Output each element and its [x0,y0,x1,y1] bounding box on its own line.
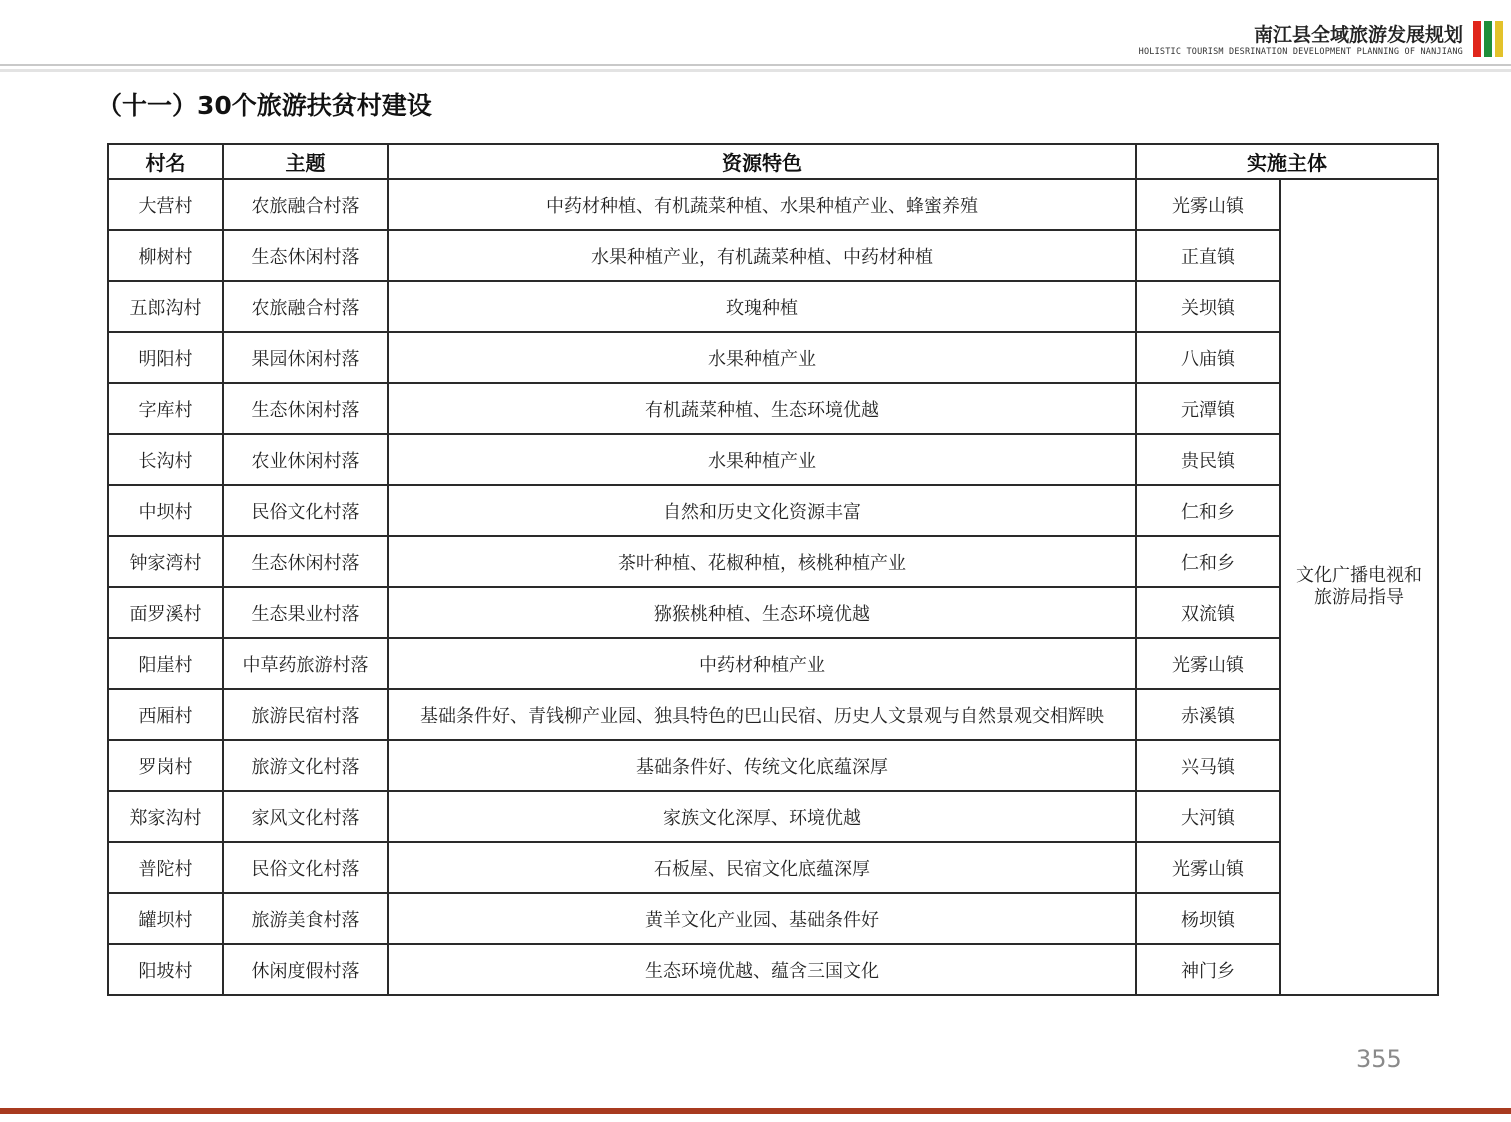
cell-village: 罗岗村 [108,740,223,791]
cell-village: 钟家湾村 [108,536,223,587]
cell-town: 双流镇 [1136,587,1280,638]
table-body [108,179,1438,995]
logo-bar-yellow [1495,21,1503,57]
cell-town: 关坝镇 [1136,281,1280,332]
cell-theme: 旅游美食村落 [223,893,388,944]
logo-bar-green [1484,21,1492,57]
cell-theme: 生态休闲村落 [223,230,388,281]
table-row [108,587,1438,638]
cell-resource: 猕猴桃种植、生态环境优越 [388,587,1136,638]
table-row [108,536,1438,587]
cell-village: 长沟村 [108,434,223,485]
cell-village: 面罗溪村 [108,587,223,638]
column-header-implementer: 实施主体 [1136,144,1438,179]
header-subtitle: HOLISTIC TOURISM DESRINATION DEVELOPMENT PLANNING OF NANJIANG [1138,47,1463,57]
column-header-theme: 主题 [223,144,388,179]
poverty-village-table [107,143,1439,996]
cell-theme: 中草药旅游村落 [223,638,388,689]
cell-town: 大河镇 [1136,791,1280,842]
table-row [108,434,1438,485]
cell-theme: 农旅融合村落 [223,281,388,332]
cell-town: 仁和乡 [1136,485,1280,536]
cell-theme: 生态果业村落 [223,587,388,638]
table-row [108,332,1438,383]
cell-resource: 黄羊文化产业园、基础条件好 [388,893,1136,944]
cell-village: 五郎沟村 [108,281,223,332]
table-row [108,485,1438,536]
cell-town: 光雾山镇 [1136,842,1280,893]
cell-town: 仁和乡 [1136,536,1280,587]
cell-theme: 家风文化村落 [223,791,388,842]
cell-village: 郑家沟村 [108,791,223,842]
table-row [108,842,1438,893]
column-header-resource: 资源特色 [388,144,1136,179]
cell-town: 光雾山镇 [1136,179,1280,230]
table-row [108,944,1438,995]
brand-logo [1473,21,1503,57]
cell-resource: 自然和历史文化资源丰富 [388,485,1136,536]
cell-theme: 果园休闲村落 [223,332,388,383]
cell-theme: 旅游民宿村落 [223,689,388,740]
cell-town: 正直镇 [1136,230,1280,281]
cell-town: 赤溪镇 [1136,689,1280,740]
cell-town: 光雾山镇 [1136,638,1280,689]
cell-resource: 水果种植产业，有机蔬菜种植、中药材种植 [388,230,1136,281]
header-divider [0,64,1511,66]
table-row [108,791,1438,842]
header-divider-shadow [0,69,1511,72]
cell-village: 中坝村 [108,485,223,536]
cell-resource: 中药材种植产业 [388,638,1136,689]
cell-theme: 旅游文化村落 [223,740,388,791]
column-header-village: 村名 [108,144,223,179]
cell-village: 阳坡村 [108,944,223,995]
cell-town: 兴马镇 [1136,740,1280,791]
table-row [108,689,1438,740]
table-row [108,383,1438,434]
cell-village: 柳树村 [108,230,223,281]
cell-theme: 民俗文化村落 [223,842,388,893]
cell-village: 阳崖村 [108,638,223,689]
section-title: （十一）30个旅游扶贫村建设 [97,91,432,120]
table-row [108,179,1438,230]
cell-village: 字库村 [108,383,223,434]
cell-resource: 基础条件好、青钱柳产业园、独具特色的巴山民宿、历史人文景观与自然景观交相辉映 [388,689,1136,740]
cell-village: 普陀村 [108,842,223,893]
logo-bar-red [1473,21,1481,57]
cell-resource: 茶叶种植、花椒种植，核桃种植产业 [388,536,1136,587]
table-row [108,230,1438,281]
cell-resource: 中药材种植、有机蔬菜种植、水果种植产业、蜂蜜养殖 [388,179,1136,230]
cell-town: 神门乡 [1136,944,1280,995]
cell-resource: 石板屋、民宿文化底蕴深厚 [388,842,1136,893]
cell-resource: 生态环境优越、蕴含三国文化 [388,944,1136,995]
cell-village: 大营村 [108,179,223,230]
table-row [108,740,1438,791]
page-number: 355 [1356,1045,1402,1073]
cell-resource: 家族文化深厚、环境优越 [388,791,1136,842]
cell-theme: 农旅融合村落 [223,179,388,230]
table-row [108,893,1438,944]
cell-village: 西厢村 [108,689,223,740]
cell-town: 元潭镇 [1136,383,1280,434]
cell-village: 罐坝村 [108,893,223,944]
table-row [108,638,1438,689]
header-title: 南江县全域旅游发展规划 [1253,24,1463,46]
cell-resource: 水果种植产业 [388,332,1136,383]
footer-rule [0,1108,1511,1114]
cell-resource: 水果种植产业 [388,434,1136,485]
cell-theme: 休闲度假村落 [223,944,388,995]
cell-resource: 有机蔬菜种植、生态环境优越 [388,383,1136,434]
cell-theme: 生态休闲村落 [223,536,388,587]
cell-town: 杨坝镇 [1136,893,1280,944]
cell-resource: 玫瑰种植 [388,281,1136,332]
cell-resource: 基础条件好、传统文化底蕴深厚 [388,740,1136,791]
cell-town: 八庙镇 [1136,332,1280,383]
cell-town: 贵民镇 [1136,434,1280,485]
table-header-row [108,144,1438,179]
cell-theme: 生态休闲村落 [223,383,388,434]
table-row [108,281,1438,332]
cell-theme: 农业休闲村落 [223,434,388,485]
cell-guiding-agency: 文化广播电视和旅游局指导 [1280,179,1438,995]
cell-village: 明阳村 [108,332,223,383]
cell-theme: 民俗文化村落 [223,485,388,536]
